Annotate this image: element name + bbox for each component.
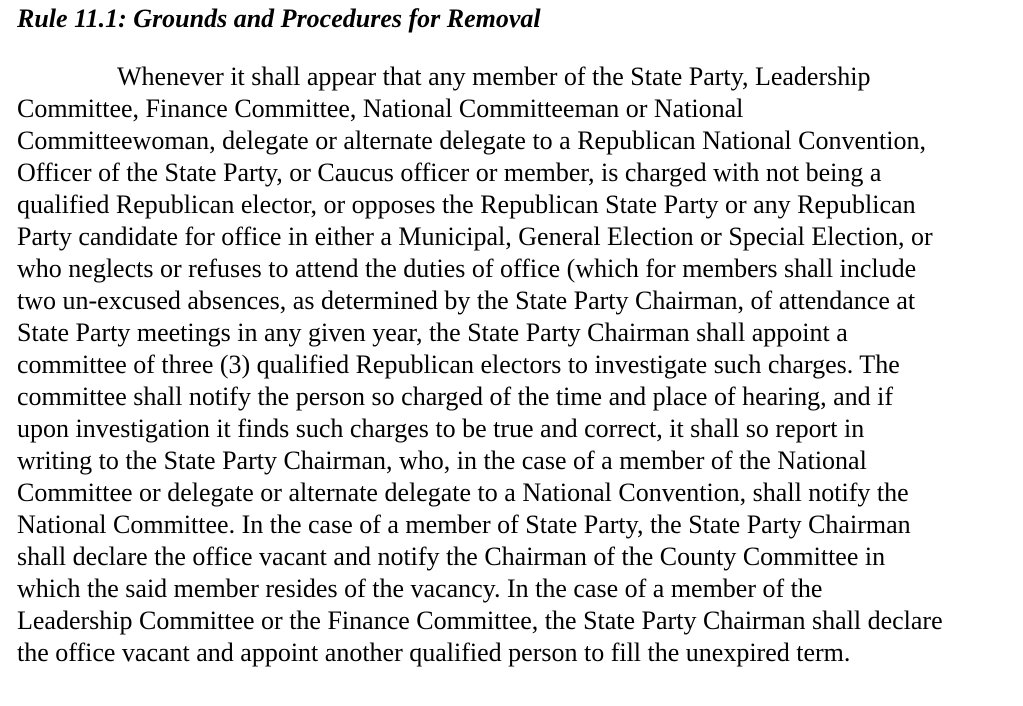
paragraph-line: which the said member resides of the vacancy. In the case of a member of the	[17, 574, 823, 603]
paragraph-line: the office vacant and appoint another qualified person to fill the unexpired term.	[17, 638, 851, 667]
paragraph-line: committee of three (3) qualified Republican electors to investigate such charges. The	[17, 350, 900, 379]
paragraph-line: shall declare the office vacant and notify the Chairman of the County Committee in	[17, 542, 886, 571]
paragraph-line: upon investigation it finds such charges to be true and correct, it shall so report in	[17, 414, 865, 443]
paragraph-line: Whenever it shall appear that any member of the State Party, Leadership	[117, 62, 871, 91]
rule-heading: Rule 11.1: Grounds and Procedures for Removal	[17, 4, 541, 33]
paragraph-line: qualified Republican elector, or opposes the Republican State Party or any Republican	[17, 190, 916, 219]
paragraph-line: Committeewoman, delegate or alternate delegate to a Republican National Convention,	[17, 126, 926, 155]
paragraph-line: who neglects or refuses to attend the duties of office (which for members shall include	[17, 254, 917, 283]
paragraph-line: two un-excused absences, as determined by the State Party Chairman, of attendance at	[17, 286, 916, 315]
paragraph-line: Committee or delegate or alternate delegate to a National Convention, shall notify the	[17, 478, 909, 507]
paragraph-line: State Party meetings in any given year, the State Party Chairman shall appoint a	[17, 318, 848, 347]
paragraph-line: writing to the State Party Chairman, who, in the case of a member of the National	[17, 446, 867, 475]
paragraph-line: National Committee. In the case of a member of State Party, the State Party Chairman	[17, 510, 911, 539]
paragraph-line: Committee, Finance Committee, National Committeeman or National	[17, 94, 744, 123]
paragraph-line: Leadership Committee or the Finance Committee, the State Party Chairman shall declare	[17, 606, 943, 635]
paragraph-line: committee shall notify the person so charged of the time and place of hearing, and if	[17, 382, 894, 411]
paragraph-line: Party candidate for office in either a Municipal, General Election or Special Election, or	[17, 222, 933, 251]
paragraph-line: Officer of the State Party, or Caucus officer or member, is charged with not being a	[17, 158, 882, 187]
